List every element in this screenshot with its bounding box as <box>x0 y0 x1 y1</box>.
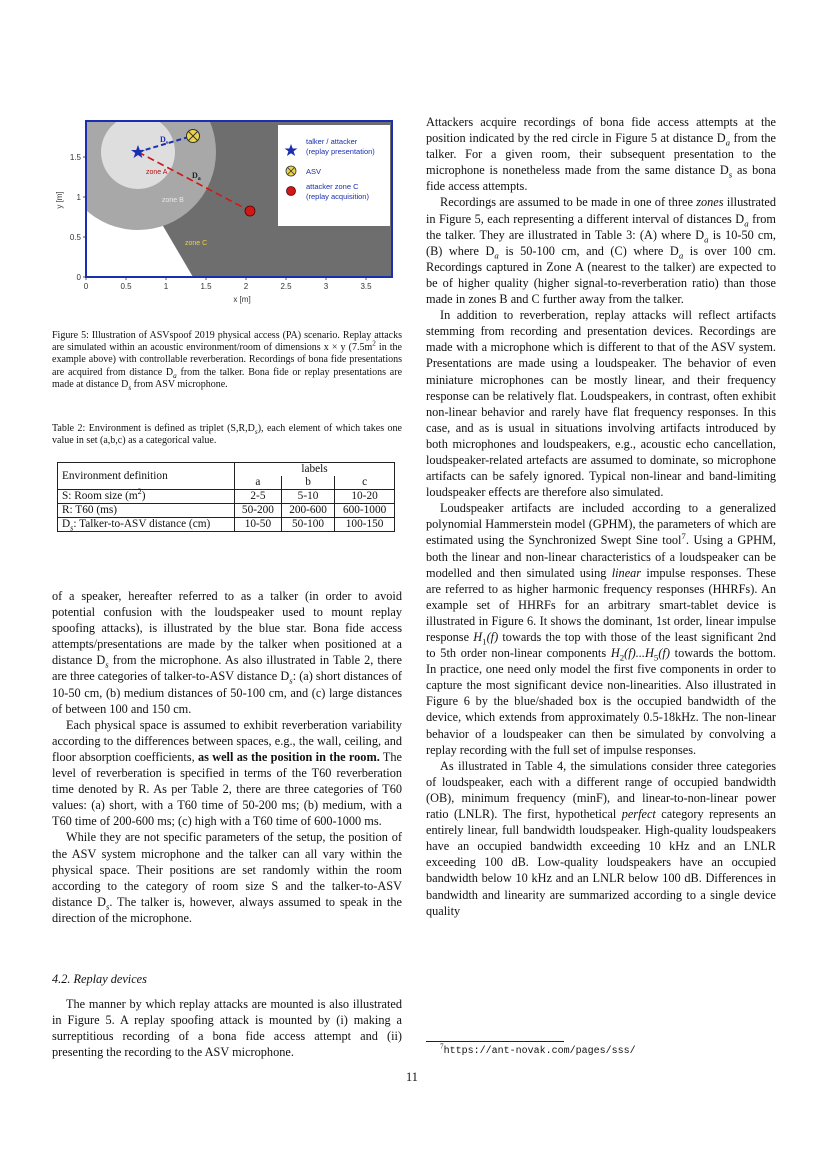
paragraph: The manner by which replay attacks are mounted is also illustrated in Figure 5. A replay spoofing attack is mounted by (i) making a surreptitious recording of a bona fide access attempt and (ii) presenting the recording to the ASV microphone. <box>52 997 402 1060</box>
table-caption-part2: ), each element of which takes one value in set (a,b,c) as a categorical value. <box>52 423 402 447</box>
da-label: $D_a$ <box>192 171 201 182</box>
legend-attacker-sub: (replay acquisition) <box>306 192 369 201</box>
footnote-link[interactable]: https://ant-novak.com/pages/sss/ <box>443 1046 636 1057</box>
legend-asv-label: ASV <box>306 167 322 176</box>
legend-attacker-label: attacker zone C <box>306 182 359 191</box>
legend-asv-icon <box>286 166 296 176</box>
header-col-a: a <box>235 476 282 490</box>
fig-caption-part2: in the example above) with controllable reverberation. Recordings of bona fide presentations are acquired from distance D <box>52 342 402 378</box>
zone-b-label: zone B <box>162 197 184 204</box>
header-col-b: b <box>281 476 334 490</box>
table-cell: 200-600 <box>281 504 334 518</box>
table-cell: 50-200 <box>235 504 282 518</box>
fig-caption-sup: 2 <box>372 339 376 348</box>
x-tick-3: 1.5 <box>200 282 212 291</box>
figure-caption <box>52 330 402 391</box>
paragraph: of a speaker, hereafter referred to as a talker (in order to avoid potential confusion with the loudspeaker used to mount replay spoofing attacks), is illustrated by the blue star. Bona fide access attempts/presentations are made by the talker when positioned at a distance $D_s$ from the microphone. As also illustrated in Table 2, there are three categories of talker-to-ASV distance $D_s$: (a) short distances of 10-50 cm, (b) medium distances of 50-100 cm, and (c) large distances of between 100 and 150 cm. <box>52 589 402 716</box>
header-env: Environment definition <box>58 463 235 490</box>
table-caption <box>52 423 402 447</box>
fig-caption-sub-s: s <box>128 383 132 392</box>
y-axis <box>55 153 82 282</box>
table-cell: 10-20 <box>335 490 395 504</box>
footnote-mark: 7 <box>440 1042 444 1051</box>
header-col-c: c <box>335 476 395 490</box>
fig-caption-part1: Figure 5: Illustration of ASVspoof 2019 physical access (PA) scenario. Replay attacks are simulated within an acoustic environment/room of dimensions x × y (7.5m <box>52 330 402 354</box>
row-label-room-size: S: Room size $(m^2)$ <box>58 490 235 504</box>
left-column-text-end <box>52 996 402 1060</box>
attacker-marker <box>245 206 255 216</box>
section-heading: 4.2. Replay devices <box>52 972 147 986</box>
fig-caption-part4: from ASV microphone. <box>131 378 228 390</box>
x-tick-1: 0.5 <box>120 282 132 291</box>
paragraph: While they are not specific parameters of the setup, the position of the ASV system microphone and the talker can all vary within the physical space. Their positions are set randomly within the room according to the category of room size S and the talker-to-ASV distance $D_s$. The talker is, however, always assumed to speak in the direction of the microphone. <box>52 830 402 925</box>
x-tick-5: 2.5 <box>280 282 292 291</box>
table-row <box>58 518 395 532</box>
x-tick-6: 3 <box>323 282 329 291</box>
paragraph: Attackers acquire recordings of bona fide access attempts at the position indicated by the red circle in Figure 5 at distance $D_a$ from the talker. For a given room, their subsequent presentation to the microphone is nonetheless made from the same distance $D_s$ as bona fide access attempts. <box>426 115 776 194</box>
paragraph: In addition to reverberation, replay attacks will reflect artifacts stemming from recording and presentation devices. Recordings are made with a microphone which is different to that of the ASV system. Presentations are made using a loudspeaker. The behavior of even miniature microphones can be mostly linear, and their frequency response can be relatively flat. Loudspeakers, in contrast, often exhibit non-linear behavior and rarely have flat frequency responses. In this case, and as is usual in situations involving artifacts introduced by both microphones and loudspeakers, e.g., acoustic echo cancellation, loudspeaker-related artefacts are assumed to dominate, so microphone artifacts can be safely ignored. Typical non-linear and band-limiting loudspeaker effects are therefore also simulated. <box>426 308 776 500</box>
asv-marker <box>187 130 200 143</box>
right-column-text <box>426 114 776 919</box>
footnote <box>440 1042 636 1057</box>
y-tick-2: 1 <box>76 193 81 202</box>
fig-caption-sub-a: a <box>173 371 177 380</box>
x-tick-2: 1 <box>163 282 169 291</box>
table-row <box>58 504 395 518</box>
x-tick-4: 2 <box>243 282 249 291</box>
y-axis-label: y [m] <box>55 191 64 209</box>
table-caption-part1: Table 2: Environment is defined as triplet (S,R,D <box>52 423 255 434</box>
y-tick-0: 0 <box>76 273 81 282</box>
header-labels: labels <box>235 463 395 477</box>
paragraph: As illustrated in Table 4, the simulations consider three categories of loudspeaker, each with a different range of occupied bandwidth (OB), minimum frequency (minF), and linear-to-non-linear power ratio (LNLR). The first, hypothetical perfect category represents an entirely linear, full bandwidth loudspeaker. High-quality loudspeakers have an occupied bandwidth exceeding 10 kHz and an LNLR exceeding 100 dB. Low-quality loudspeakers have an occupied bandwidth below 10 kHz and an LNLR below 100 dB. Differences in bandwidth and linearity are summarized according to a single device quality <box>426 758 776 918</box>
legend-attacker-icon <box>287 187 296 196</box>
x-axis <box>84 282 372 304</box>
x-tick-0: 0 <box>83 282 89 291</box>
left-column-text <box>52 588 402 926</box>
table-header-row <box>58 463 395 477</box>
zone-c-label: zone C <box>185 240 208 247</box>
page-number: 11 <box>406 1070 418 1084</box>
table-cell: 5-10 <box>281 490 334 504</box>
y-tick-3: 1.5 <box>69 153 81 162</box>
paragraph: Recordings are assumed to be made in one of three zones illustrated in Figure 5, each representing a different interval of distances $D_a$ from the talker. They are illustrated in Table 3: (A) where $D_a$ is 10-50 cm, (B) where $D_a$ is 50-100 cm, and (C) where $D_a$ is over 100 cm. Recordings captured in Zone A (nearest to the talker) are expected to be of higher quality (higher signal-to-reverberation ratio) than those made in zones B and C further away from the talker. <box>426 195 776 307</box>
paragraph: Loudspeaker artifacts are included according to a generalized polynomial Hammerstein model (GPHM), the parameters of which are estimated using the Synchronized Swept Sine tool$^7$. Using a GPHM, both the linear and non-linear characteristics of a loudspeaker can be modelled and then simulated using linear impulse responses. These are referred to as higher harmonic frequency responses (HHRFs). An example set of HHRFs for an arbitrary smart-tablet device is illustrated in Figure 6. It shows the dominant, 1st order, linear impulse response $H_1(f)$ towards the top with those of the least significant 2nd to 5th order non-linear components $H_2(f)...H_5(f)$ towards the bottom. In practice, one need only model the first five components in order to capture the most significant device non-linearities. Also illustrated in Figure 6 by the blue/shaded box is the occupied bandwidth of the device, which extends from approximately 0.5-18kHz. The non-linear behavior of a loudspeaker can then be simulated by convolving a replay recording with the full set of impulse responses. <box>426 501 776 757</box>
legend-talker-sub: (replay presentation) <box>306 147 375 156</box>
row-label-t60: R: T60 (ms) <box>58 504 235 518</box>
x-axis-label: x [m] <box>233 295 251 304</box>
zone-a-label: zone A <box>146 169 168 176</box>
legend-talker-label: talker / attacker <box>306 137 358 146</box>
table-cell: 2-5 <box>235 490 282 504</box>
fig-caption-part3: from the talker. Bona fide or replay presentations are made at distance D <box>52 366 403 390</box>
figure-5 <box>50 112 420 312</box>
table-cell: 10-50 <box>235 518 282 532</box>
table-cell: 600-1000 <box>335 504 395 518</box>
table-cell: 100-150 <box>335 518 395 532</box>
row-label-distance: $D_s$: Talker-to-ASV distance (cm) <box>58 518 235 532</box>
ds-label: $D_s$ <box>160 135 169 146</box>
table-cell: 50-100 <box>281 518 334 532</box>
y-tick-1: 0.5 <box>69 233 81 242</box>
footnote-rule <box>426 1041 564 1042</box>
legend <box>278 125 390 226</box>
environment-table <box>57 462 395 532</box>
x-tick-7: 3.5 <box>360 282 372 291</box>
paragraph: Each physical space is assumed to exhibit reverberation variability according to the differences between spaces, e.g., the wall, ceiling, and floor absorption coefficients, as well as the position in the room. The level of reverberation is specified in terms of the T60 reverberation time denoted by R. As per Table 2, there are three categories of T60 values: (a) short, with a T60 time of 50-200 ms; (b) medium, with a T60 time of 200-600 ms; (c) high with a T60 time of 600-1000 ms. <box>52 717 402 829</box>
table-caption-sub: s <box>254 428 258 436</box>
table-row <box>58 490 395 504</box>
